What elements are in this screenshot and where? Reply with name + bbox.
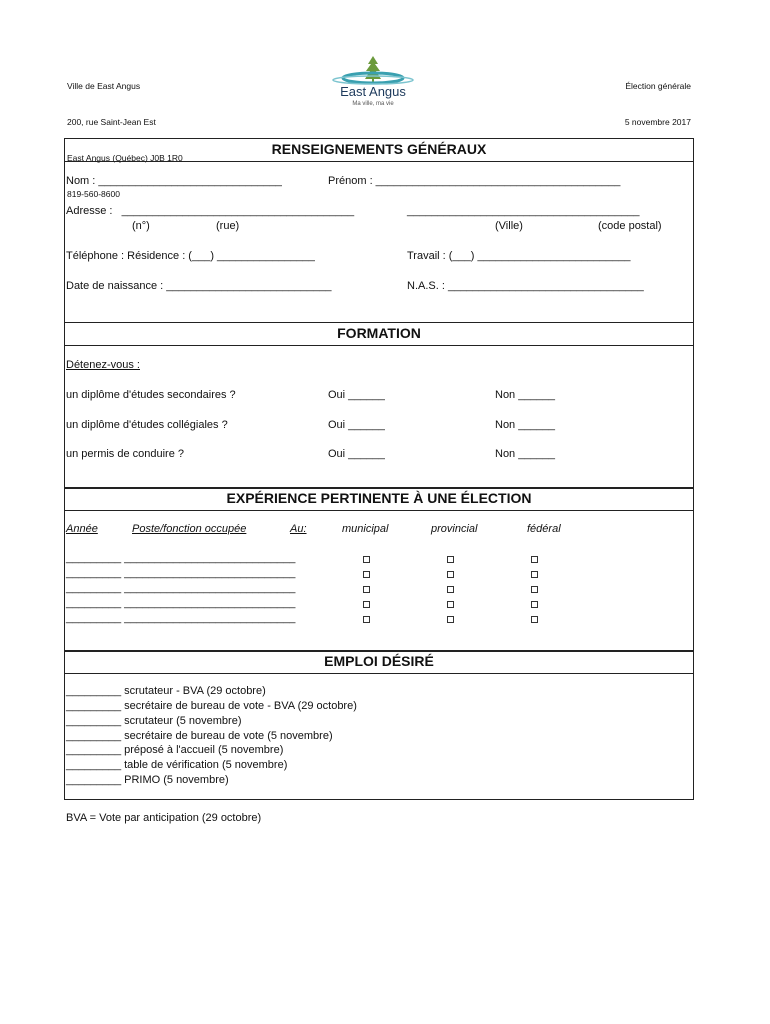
emploi-item[interactable]: _________ table de vérification (5 novembre) [66, 759, 288, 771]
formation-question: Détenez-vous : [66, 359, 140, 371]
prenom-field[interactable]: Prénom : ________________________________________ [328, 175, 621, 187]
footnote: BVA = Vote par anticipation (29 octobre) [66, 812, 262, 824]
municipal-checkbox[interactable] [363, 586, 370, 593]
telephone-field[interactable]: Téléphone : Résidence : (___) ________________ [66, 250, 315, 262]
election-date: 5 novembre 2017 [624, 117, 691, 127]
experience-row[interactable]: _________ ____________________________ [66, 612, 296, 624]
experience-row[interactable]: _________ ____________________________ [66, 567, 296, 579]
col-provincial: provincial [431, 523, 478, 535]
logo-slogan: Ma ville, ma vie [352, 101, 394, 107]
emploi-item[interactable]: _________ secrétaire de bureau de vote (5 novembre) [66, 730, 333, 742]
non-field[interactable]: Non ______ [495, 389, 555, 401]
ville-label: (Ville) [495, 220, 523, 232]
address-line: 200, rue Saint-Jean Est [67, 117, 156, 127]
emploi-item[interactable]: _________ scrutateur (5 novembre) [66, 715, 242, 727]
election-info [625, 56, 691, 140]
formation-item-label: un diplôme d'études collégiales ? [66, 419, 228, 431]
experience-title: EXPÉRIENCE PERTINENTE À UNE ÉLECTION [64, 487, 694, 511]
formation-section [64, 322, 694, 489]
provincial-checkbox[interactable] [447, 601, 454, 608]
provincial-checkbox[interactable] [447, 586, 454, 593]
address-line: Ville de East Angus [67, 81, 141, 91]
address-line: East Angus (Québec) J0B 1R0 [67, 153, 183, 163]
emploi-item[interactable]: _________ préposé à l'accueil (5 novembre) [66, 744, 284, 756]
rue-label: (rue) [216, 220, 240, 232]
formation-title: FORMATION [64, 322, 694, 346]
naissance-field[interactable]: Date de naissance : ___________________________ [66, 280, 332, 292]
experience-row[interactable]: _________ ____________________________ [66, 597, 296, 609]
col-au: Au: [290, 523, 307, 535]
adresse-city-field[interactable]: ______________________________________ [407, 205, 640, 217]
non-field[interactable]: Non ______ [495, 419, 555, 431]
emploi-item[interactable]: _________ scrutateur - BVA (29 octobre) [66, 685, 266, 697]
formation-item-label: un diplôme d'études secondaires ? [66, 389, 236, 401]
adresse-field[interactable]: Adresse : ______________________________________ [66, 205, 355, 217]
municipal-checkbox[interactable] [363, 571, 370, 578]
provincial-checkbox[interactable] [447, 571, 454, 578]
code-postal-label: (code postal) [598, 220, 662, 232]
experience-row[interactable]: _________ ____________________________ [66, 552, 296, 564]
oui-field[interactable]: Oui ______ [328, 419, 385, 431]
federal-checkbox[interactable] [531, 571, 538, 578]
general-title: RENSEIGNEMENTS GÉNÉRAUX [64, 138, 694, 162]
municipal-checkbox[interactable] [363, 556, 370, 563]
travail-field[interactable]: Travail : (___) _________________________ [407, 250, 631, 262]
federal-checkbox[interactable] [531, 601, 538, 608]
oui-field[interactable]: Oui ______ [328, 389, 385, 401]
election-title: Élection générale [625, 81, 691, 91]
no-label: (n°) [132, 220, 150, 232]
emploi-item[interactable]: _________ PRIMO (5 novembre) [66, 774, 229, 786]
federal-checkbox[interactable] [531, 616, 538, 623]
federal-checkbox[interactable] [531, 556, 538, 563]
formation-item-label: un permis de conduire ? [66, 448, 185, 460]
col-federal: fédéral [527, 523, 561, 535]
emploi-item[interactable]: _________ secrétaire de bureau de vote - BVA (29 octobre) [66, 700, 357, 712]
logo-name: East Angus [340, 84, 406, 99]
col-municipal: municipal [342, 523, 389, 535]
col-annee: Année [66, 523, 98, 535]
nom-field[interactable]: Nom : ______________________________ [66, 175, 282, 187]
provincial-checkbox[interactable] [447, 616, 454, 623]
col-poste: Poste/fonction occupée [132, 523, 247, 535]
address-line: 819-560-8600 [67, 189, 120, 199]
emploi-title: EMPLOI DÉSIRÉ [64, 650, 694, 674]
nas-field[interactable]: N.A.S. : ________________________________ [407, 280, 644, 292]
municipal-checkbox[interactable] [363, 616, 370, 623]
experience-row[interactable]: _________ ____________________________ [66, 582, 296, 594]
oui-field[interactable]: Oui ______ [328, 448, 385, 460]
municipal-checkbox[interactable] [363, 601, 370, 608]
non-field[interactable]: Non ______ [495, 448, 555, 460]
federal-checkbox[interactable] [531, 586, 538, 593]
provincial-checkbox[interactable] [447, 556, 454, 563]
